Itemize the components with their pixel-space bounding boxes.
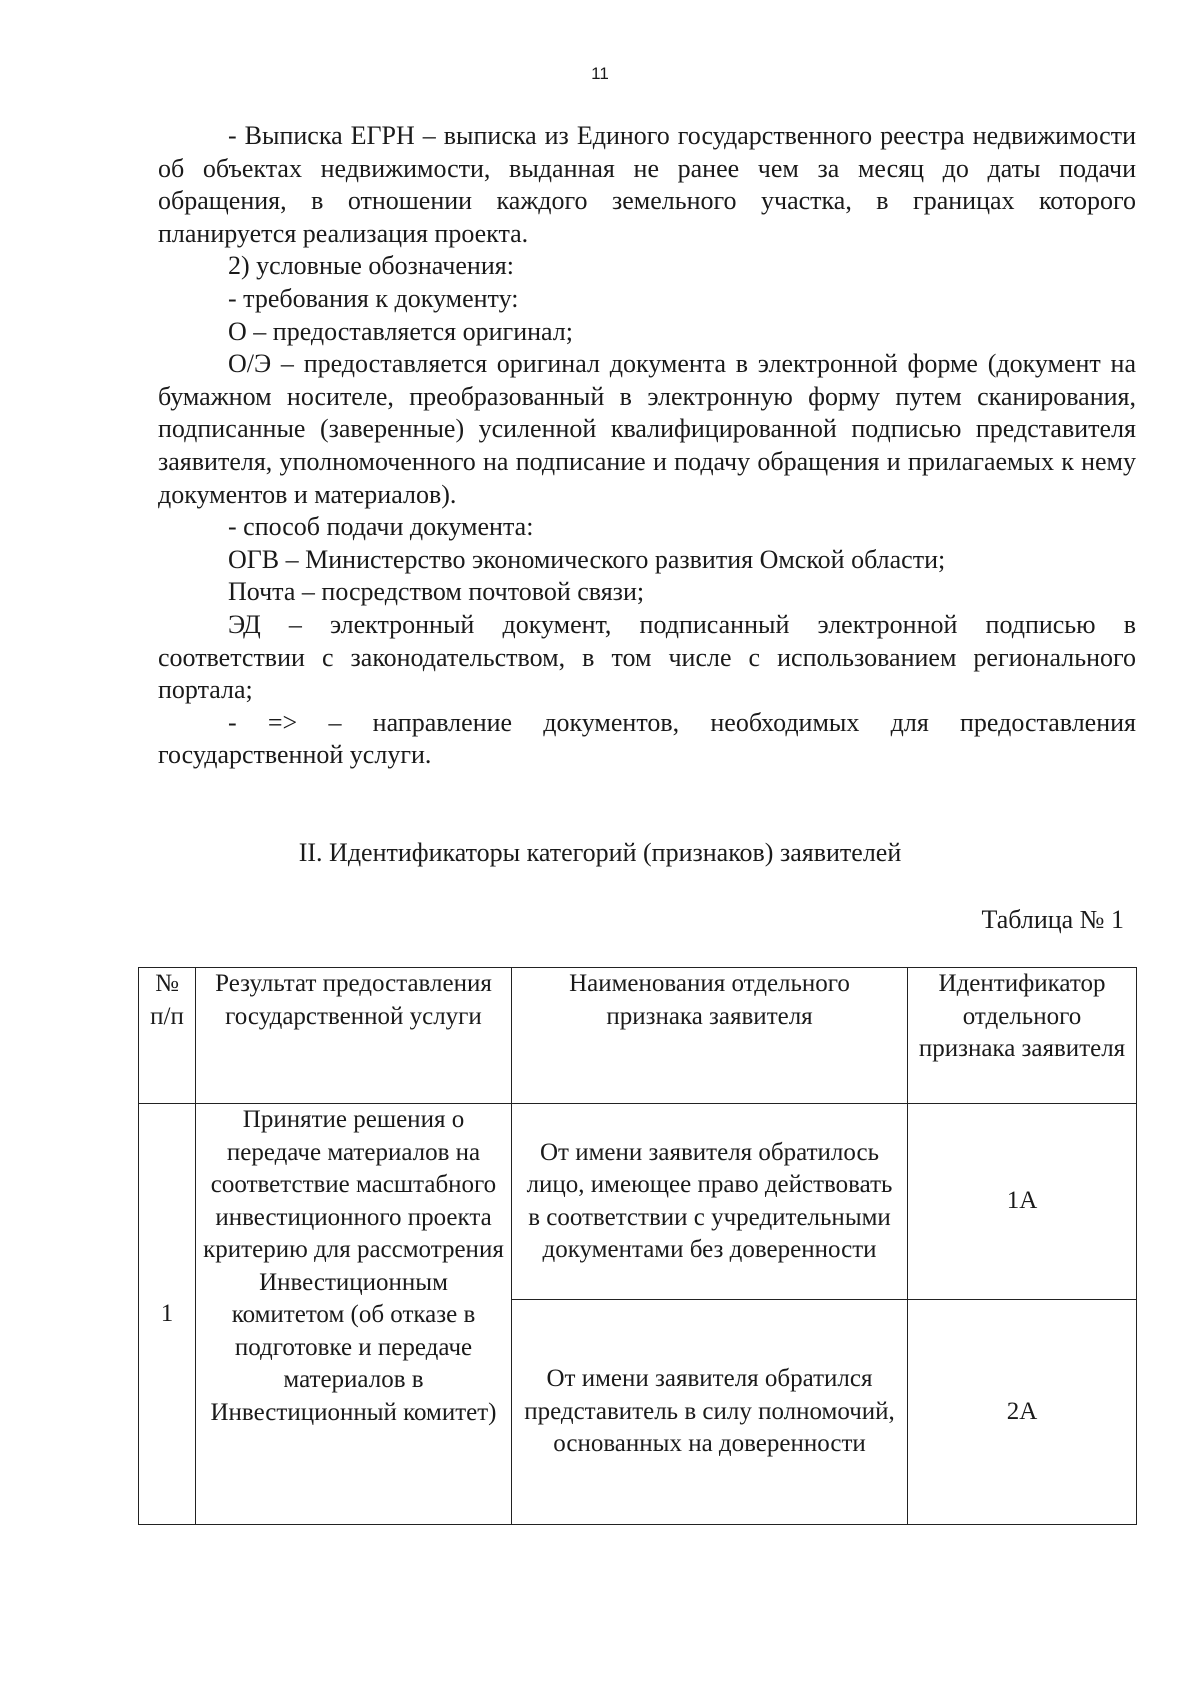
cell-feature-2: От имени заявителя обратился представитель в силу полномочий, основанных на доверенности [512, 1300, 908, 1525]
cell-identifier-1: 1А [908, 1104, 1137, 1300]
header-feature: Наименования отдельного признака заявителя [512, 968, 908, 1104]
paragraph-submission-method-heading: - способ подачи документа: [228, 512, 534, 542]
paragraph-symbols-heading: 2) условные обозначения: [228, 251, 514, 281]
header-identifier: Идентификатор отдельного признака заявителя [908, 968, 1137, 1104]
paragraph-original: О – предоставляется оригинал; [228, 316, 573, 346]
paragraph-electronic-original: О/Э – предоставляется оригинал документа в электронной форме (документ на бумажном носителе, преобразованный в электронную форму путем сканирования, подписанные (заверенные) усиленной квалифицированной подписью представителя заявителя, уполномоченного на подписание и подачу обращения и прилагаемых к нему документов и материалов). [158, 349, 1136, 509]
header-number: № п/п [139, 968, 196, 1104]
header-result: Результат предоставления государственной услуги [196, 968, 512, 1104]
cell-feature-1: От имени заявителя обратилось лицо, имеющее право действовать в соответствии с учредительными документами без доверенности [512, 1104, 908, 1300]
applicant-identifiers-table [138, 967, 1137, 1525]
body-text [158, 120, 1136, 772]
cell-identifier-2: 2А [908, 1300, 1137, 1525]
paragraph-ogv: ОГВ – Министерство экономического развития Омской области; [228, 544, 946, 574]
table-caption: Таблица № 1 [981, 905, 1124, 934]
paragraph-post: Почта – посредством почтовой связи; [228, 577, 645, 607]
cell-row-number: 1 [139, 1104, 196, 1525]
table-row [139, 1104, 1137, 1300]
paragraph-electronic-document: ЭД – электронный документ, подписанный электронной подписью в соответствии с законодательством, в том числе с использованием регионального портала; [158, 609, 1136, 705]
table-header-row [139, 968, 1137, 1104]
paragraph-requirements-heading: - требования к документу: [228, 283, 519, 313]
cell-result: Принятие решения о передаче материалов на соответствие масштабного инвестиционного проекта критерию для рассмотрения Инвестиционным комитетом (об отказе в подготовке и передаче материалов в Инвестиционный комитет) [196, 1104, 512, 1525]
section-heading: II. Идентификаторы категорий (признаков) заявителей [298, 838, 902, 867]
paragraph-egrn-extract: - Выписка ЕГРН – выписка из Единого государственного реестра недвижимости об объектах недвижимости, выданная не ранее чем за месяц до даты подачи обращения, в отношении каждого земельного участка, в границах которого планируется реализация проекта. [158, 121, 1136, 248]
paragraph-arrow-direction: - => – направление документов, необходимых для предоставления государственной услуги. [158, 707, 1136, 770]
page-number: 11 [591, 64, 609, 83]
